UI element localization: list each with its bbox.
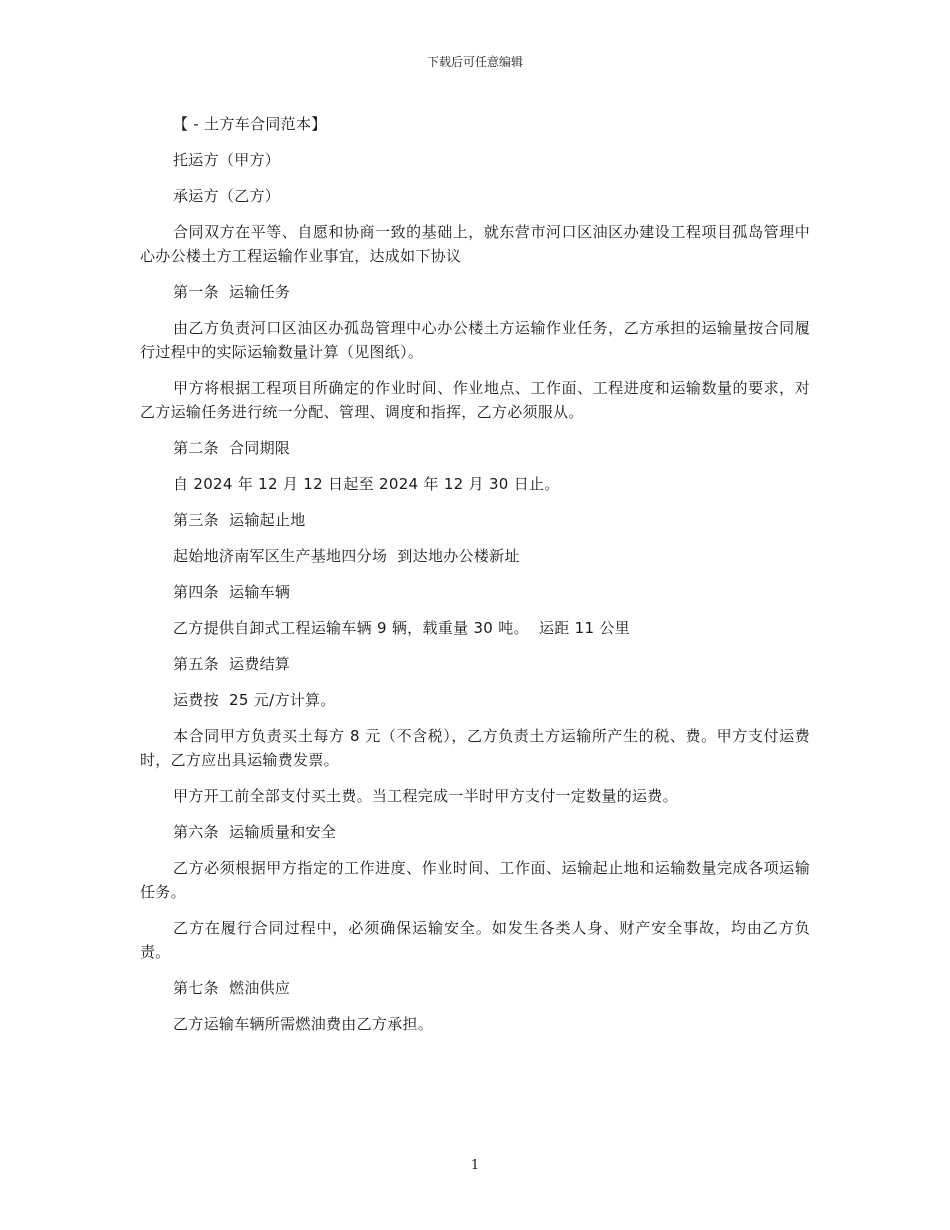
article-5-paragraph: 甲方开工前全部支付买土费。当工程完成一半时甲方支付一定数量的运费。: [173, 787, 678, 805]
page-header: 下载后可任意编辑: [426, 55, 523, 69]
article-7-paragraph: 乙方运输车辆所需燃油费由乙方承担。: [173, 1015, 434, 1033]
preamble-paragraph: 合同双方在平等、自愿和协商一致的基础上，就东营市河口区油区办建设工程项目孤岛管理中心办公楼土方工程运输作业事宜，达成如下协议: [140, 223, 810, 265]
article-2-paragraph: 自 2024 年 12 月 12 日起至 2024 年 12 月 30 日止。: [173, 475, 560, 493]
article-6-paragraph: 乙方在履行合同过程中，必须确保运输安全。如发生各类人身、财产安全事故，均由乙方负责。: [140, 919, 810, 961]
article-1-heading: 第一条 运输任务: [173, 283, 291, 301]
article-4-heading: 第四条 运输车辆: [173, 583, 291, 601]
party-a-line: 托运方（甲方）: [173, 151, 281, 169]
article-1-paragraph: 由乙方负责河口区油区办孤岛管理中心办公楼土方运输作业任务，乙方承担的运输量按合同履行过程中的实际运输数量计算（见图纸）。: [140, 319, 810, 361]
article-5-paragraph: 本合同甲方负责买土每方 8 元（不含税），乙方负责土方运输所产生的税、费。甲方支付运费时，乙方应出具运输费发票。: [140, 727, 810, 769]
article-5-paragraph: 运费按 25 元/方计算。: [173, 691, 336, 709]
document-body: [140, 112, 810, 1048]
article-3-paragraph: 起始地济南军区生产基地四分场 到达地办公楼新址: [173, 547, 520, 565]
article-2-heading: 第二条 合同期限: [173, 439, 291, 457]
article-3-heading: 第三条 运输起止地: [173, 511, 306, 529]
page-number: 1: [470, 1158, 480, 1173]
article-6-heading: 第六条 运输质量和安全: [173, 823, 337, 841]
article-1-paragraph: 甲方将根据工程项目所确定的作业时间、作业地点、工作面、工程进度和运输数量的要求，对乙方运输任务进行统一分配、管理、调度和指挥，乙方必须服从。: [140, 379, 810, 421]
article-6-paragraph: 乙方必须根据甲方指定的工作进度、作业时间、工作面、运输起止地和运输数量完成各项运输任务。: [140, 859, 810, 901]
document-title: 【 - 土方车合同范本】: [173, 115, 327, 133]
party-b-line: 承运方（乙方）: [173, 187, 281, 205]
article-4-paragraph: 乙方提供自卸式工程运输车辆 9 辆，载重量 30 吨。 运距 11 公里: [173, 619, 630, 637]
article-5-heading: 第五条 运费结算: [173, 655, 291, 673]
article-7-heading: 第七条 燃油供应: [173, 979, 291, 997]
